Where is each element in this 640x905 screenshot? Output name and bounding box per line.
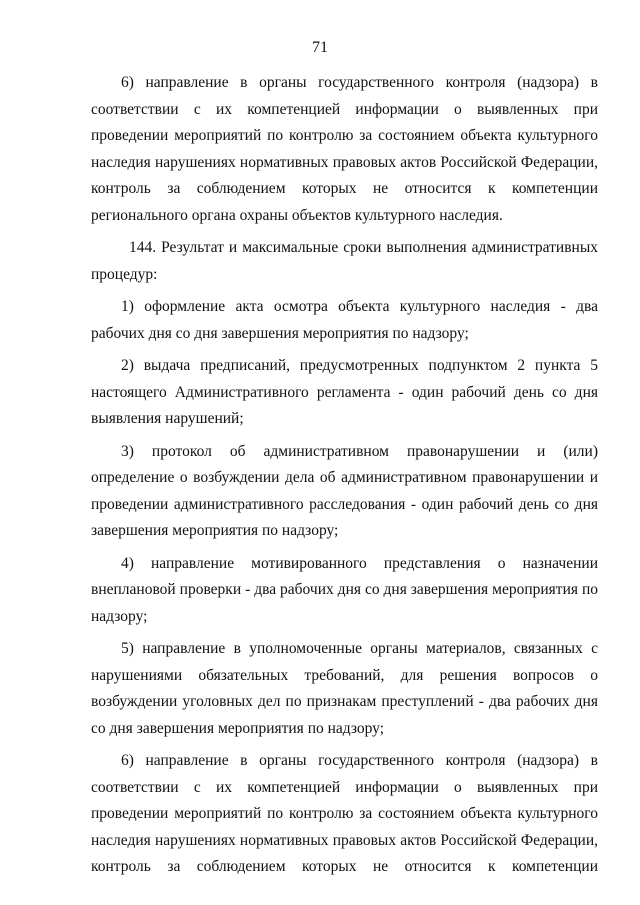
paragraph-item-5: 5) направление в уполномоченные органы материалов, связанных с нарушениями обязательных требований, для решения вопросов о возбуждении уголовных дел по признакам преступлений - два рабочих дня со дня завершения мероприятия по надзору;	[91, 640, 598, 737]
paragraph-item-6-first: 6) направление в органы государственного контроля (надзора) в соответствии с их компетенцией информации о выявленных при проведении мероприятий по контролю за состоянием объекта культурного наследия нарушениях нормативных правовых актов Российской Федерации, контроль за соблюдением которых не относится к компетенции регионального органа охраны объектов культурного наследия.	[91, 74, 598, 224]
paragraph-item-2: 2) выдача предписаний, предусмотренных подпунктом 2 пункта 5 настоящего Административного регламента - один рабочий день со дня выявления нарушений;	[91, 357, 598, 427]
paragraph-item-3: 3) протокол об административном правонарушении и (или) определение о возбуждении дела об административном правонарушении и проведении административного расследования - один рабочий день со дня завершения мероприятия по надзору;	[91, 442, 598, 539]
page-number: 71	[312, 39, 328, 56]
paragraph-item-1: 1) оформление акта осмотра объекта культурного наследия - два рабочих дня со дня завершения мероприятия по надзору;	[91, 298, 598, 342]
paragraph-item-6-second: 6) направление в органы государственного контроля (надзора) в соответствии с их компетенцией информации о выявленных при проведении мероприятий по контролю за состоянием объекта культурного наследия нарушениях нормативных правовых актов Российской Федерации, контроль за соблюдением которых не относится к компетенции	[91, 752, 598, 875]
paragraph-item-4: 4) направление мотивированного представления о назначении внеплановой проверки - два рабочих дня со дня завершения мероприятия по надзору;	[91, 554, 598, 625]
paragraph-clause-144: 144. Результат и максимальные сроки выполнения административных процедур:	[91, 239, 598, 283]
document-body	[91, 70, 598, 881]
